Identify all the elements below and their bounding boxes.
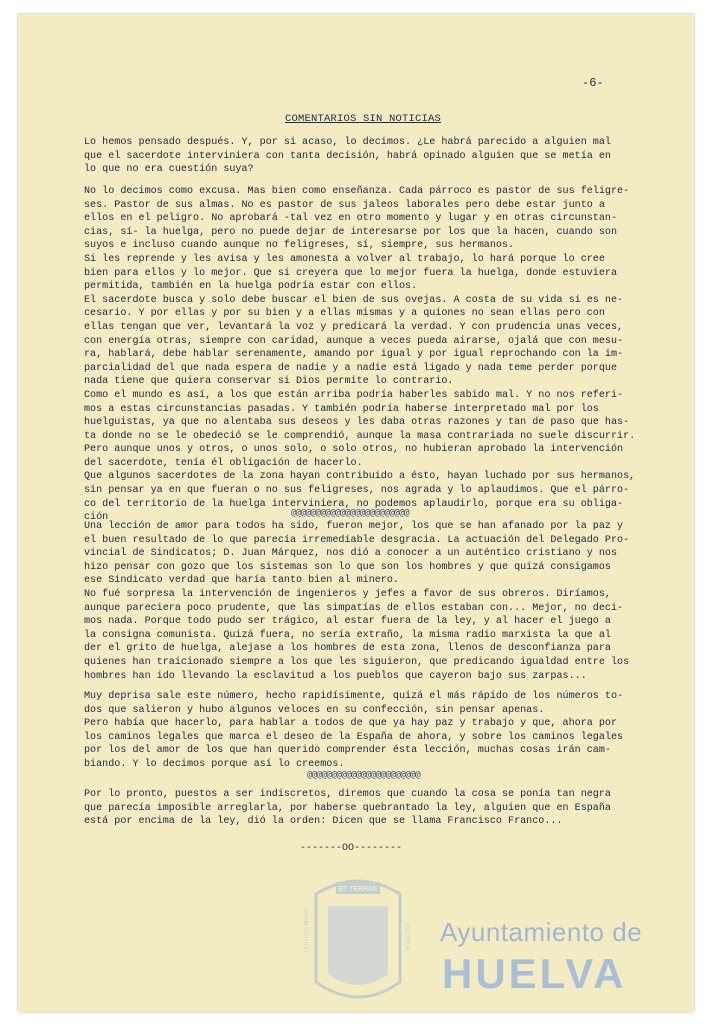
text-line: No lo decimos como excusa. Mas bien como enseñanza. Cada párroco es pastor de sus feligre- [84, 186, 630, 197]
text-line: Por lo pronto, puestos a ser indiscretos, diremos que cuando la cosa se ponía tan negra [84, 789, 611, 800]
text-line: los caminos legales que marca el deseo de la España de ahora, y sobre los caminos legales [84, 731, 624, 743]
text-line: Pero aunque unos y otros, o unos solo, o solo otros, no hubieran aprobado la intervención [84, 444, 624, 456]
page-number: -6- [582, 76, 604, 90]
text-line: hombres han ido llevando la esclavitud a los pueblos que cayeron bajo sus zarpas... [84, 670, 587, 682]
text-line: por los del amor de los que han querido comprender ésta lección, muchas cosas irán cam- [84, 745, 611, 757]
text-line: cias, sí- la huelga, pero no puede dejar de interesarse por los que la hacen, cuando son [84, 226, 618, 238]
text-line: ta donde no se le obedeció se le comprendió, aunque la masa contrariada no suele discurrir. [84, 430, 636, 442]
text-line: ra, hablará, debe hablar serenamente, amando por igual y por igual reprochando con la im- [84, 349, 624, 361]
text-line: Como el mundo es así, a los que están arriba podría haberles sabido mal. Y no nos referi- [84, 389, 624, 401]
seal-right-label: VICTORIA [404, 922, 410, 951]
text-line: ses. Pastor de sus almas. No es pastor de sus jaleos laborales pero debe estar junto a [84, 199, 605, 211]
text-line: quienes han traicionado siempre a los que les siguieron, que predicando igualdad entre los [84, 656, 630, 668]
text-line: mos a estas circunstancias pasadas. Y también podría haberse interpretado mal por los [84, 403, 599, 415]
text-line: bien para ellos y lo mejor. Que si creyera que lo mejor fuera la huelga, donde estuviera [84, 267, 618, 279]
page-title: COMENTARIOS SIN NOTICIAS [285, 113, 442, 125]
paragraph-section-1 [84, 185, 674, 525]
text-line: permitida, también en la huelga podría estar con ellos. [84, 281, 418, 293]
paragraph-closing [84, 788, 674, 829]
paragraph-intro [84, 136, 674, 177]
text-line: Pero había que hacerlo, para hablar a todos de que ya hay paz y trabajo y que, ahora por [84, 718, 618, 730]
text-line: Si les reprende y les avisa y les amonesta a volver al trabajo, lo hará porque lo cree [84, 253, 605, 265]
text-line: la consigna comunista. Quizá fuera, no sería extraño, la misma radio marxista la que al [84, 629, 611, 641]
paragraph-section-3 [84, 690, 674, 772]
text-line: El sacerdote busca y solo debe buscar el bien de sus ovejas. A costa de su vida si es ne- [84, 294, 624, 306]
text-line: biando. Y lo decimos porque así lo creemos. [84, 758, 345, 770]
text-line: que el sacerdote interviniera con tanta decisión, habrá opinado alguien que se metía en [84, 150, 611, 162]
end-rule: -------OO-------- [300, 843, 403, 854]
text-line: hizo pensar con gozo que los sistemas son lo que son los hombres y que quizá consigamos [84, 561, 611, 573]
text-line: suyos e incluso cuando aunque no feligreses, sí, siempre, sus hermanos. [84, 240, 515, 252]
watermark-label-city: HUELVA [442, 950, 627, 997]
paragraph-section-2 [84, 520, 674, 683]
text-line: ción [84, 512, 109, 524]
text-line: mos nada. Porque todo pudo ser trágico, al estar fuera de la ley, y al hacer el juego a [84, 616, 611, 628]
text-line: Que algunos sacerdotes de la zona hayan contribuido a ésto, hayan luchado por sus hermanos, [84, 471, 636, 483]
text-line: lo que no era cuestión suya? [84, 164, 254, 176]
text-line: está por encima de la ley, dió la orden: Dicen que se llama Francisco Franco... [84, 816, 563, 828]
text-line: ellos en el peligro. No aprobará -tal vez en otro momento y lugar y en otras circunstan- [84, 213, 618, 225]
text-line: dos que salieron y hubo algunos veloces en su confección, sin pensar apenas. [84, 704, 545, 716]
text-line: der el grito de huelga, alejase a los hombres de esta zona, llenos de desconfianza para [84, 643, 611, 655]
ornament-divider: @@@@@@@@@@@@@@@@@@@@@@@@ [291, 508, 410, 518]
text-line: vincial de Sindicatos; D. Juan Márquez, nos dió a conocer a un auténtico cristiano y nos [84, 548, 618, 560]
text-line: nada tiene que quiera conservar si Dios permite lo contrario. [84, 376, 454, 388]
seal-left-label: PORTUS MARIS [304, 906, 310, 952]
text-line: aunque pareciera poco prudente, que las simpatías de ellos estaban con... Mejor, no deci- [84, 602, 624, 614]
text-line: con energía otras, siempre con caridad, aunque a veces pueda airarse, ojalá que con mesu- [84, 335, 624, 347]
text-line: del sacerdote, tenía él obligación de hacerlo. [84, 457, 363, 469]
text-line: ellas tengan que ver, levantará la voz y predicará la verdad. Y con prudencia unas veces, [84, 321, 624, 333]
text-line: Muy deprisa sale este número, hecho rapidísimente, quizá el más rápido de los números to- [84, 691, 624, 702]
text-line: el buen resultado de lo que parecía irremediable desgracia. La actuación del Delegado Pro- [84, 534, 630, 546]
text-line: parcialidad del que nada espera de nadie y a nadie está ligado y nada teme perder porque [84, 362, 618, 374]
text-line: co del territorio de la huelga interviniera, no podemos aplaudirlo, porque era su obliga- [84, 498, 624, 510]
ornament-divider: @@@@@@@@@@@@@@@@@@@@@@@ [307, 770, 421, 780]
watermark-label-top: Ayuntamiento de [440, 917, 643, 947]
text-line: sin pensar ya en que fueran o no sus feligreses, nos agrada y lo aplaudimos. Que el párro- [84, 485, 630, 497]
seal-tower-icon [328, 906, 388, 985]
seal-band-label: ET TERRAE [338, 886, 378, 893]
text-line: Una lección de amor para todos ha sido, fueron mejor, los que se han afanado por la paz y [84, 521, 624, 532]
text-line: huelguistas, ya que no alentaba sus deseos y les daba otras razones y tan de paso que has- [84, 417, 630, 429]
text-line: cesario. Y por ellas y por su bien y a ellas mismas y a quiones no sean ellas pero con [84, 308, 605, 320]
text-line: ese Sindicato verdad que haría tanto bien al minero. [84, 575, 399, 587]
text-line: que parecía imposible arreglarla, por haberse quebrantado la ley, alguien que en España [84, 802, 611, 814]
text-line: No fué sorpresa la intervención de ingenieros y jefes a favor de sus obreros. Diríamos, [84, 588, 611, 600]
text-line: Lo hemos pensado después. Y, por si acaso, lo decimos. ¿Le habrá parecido a alguien mal [84, 137, 611, 148]
